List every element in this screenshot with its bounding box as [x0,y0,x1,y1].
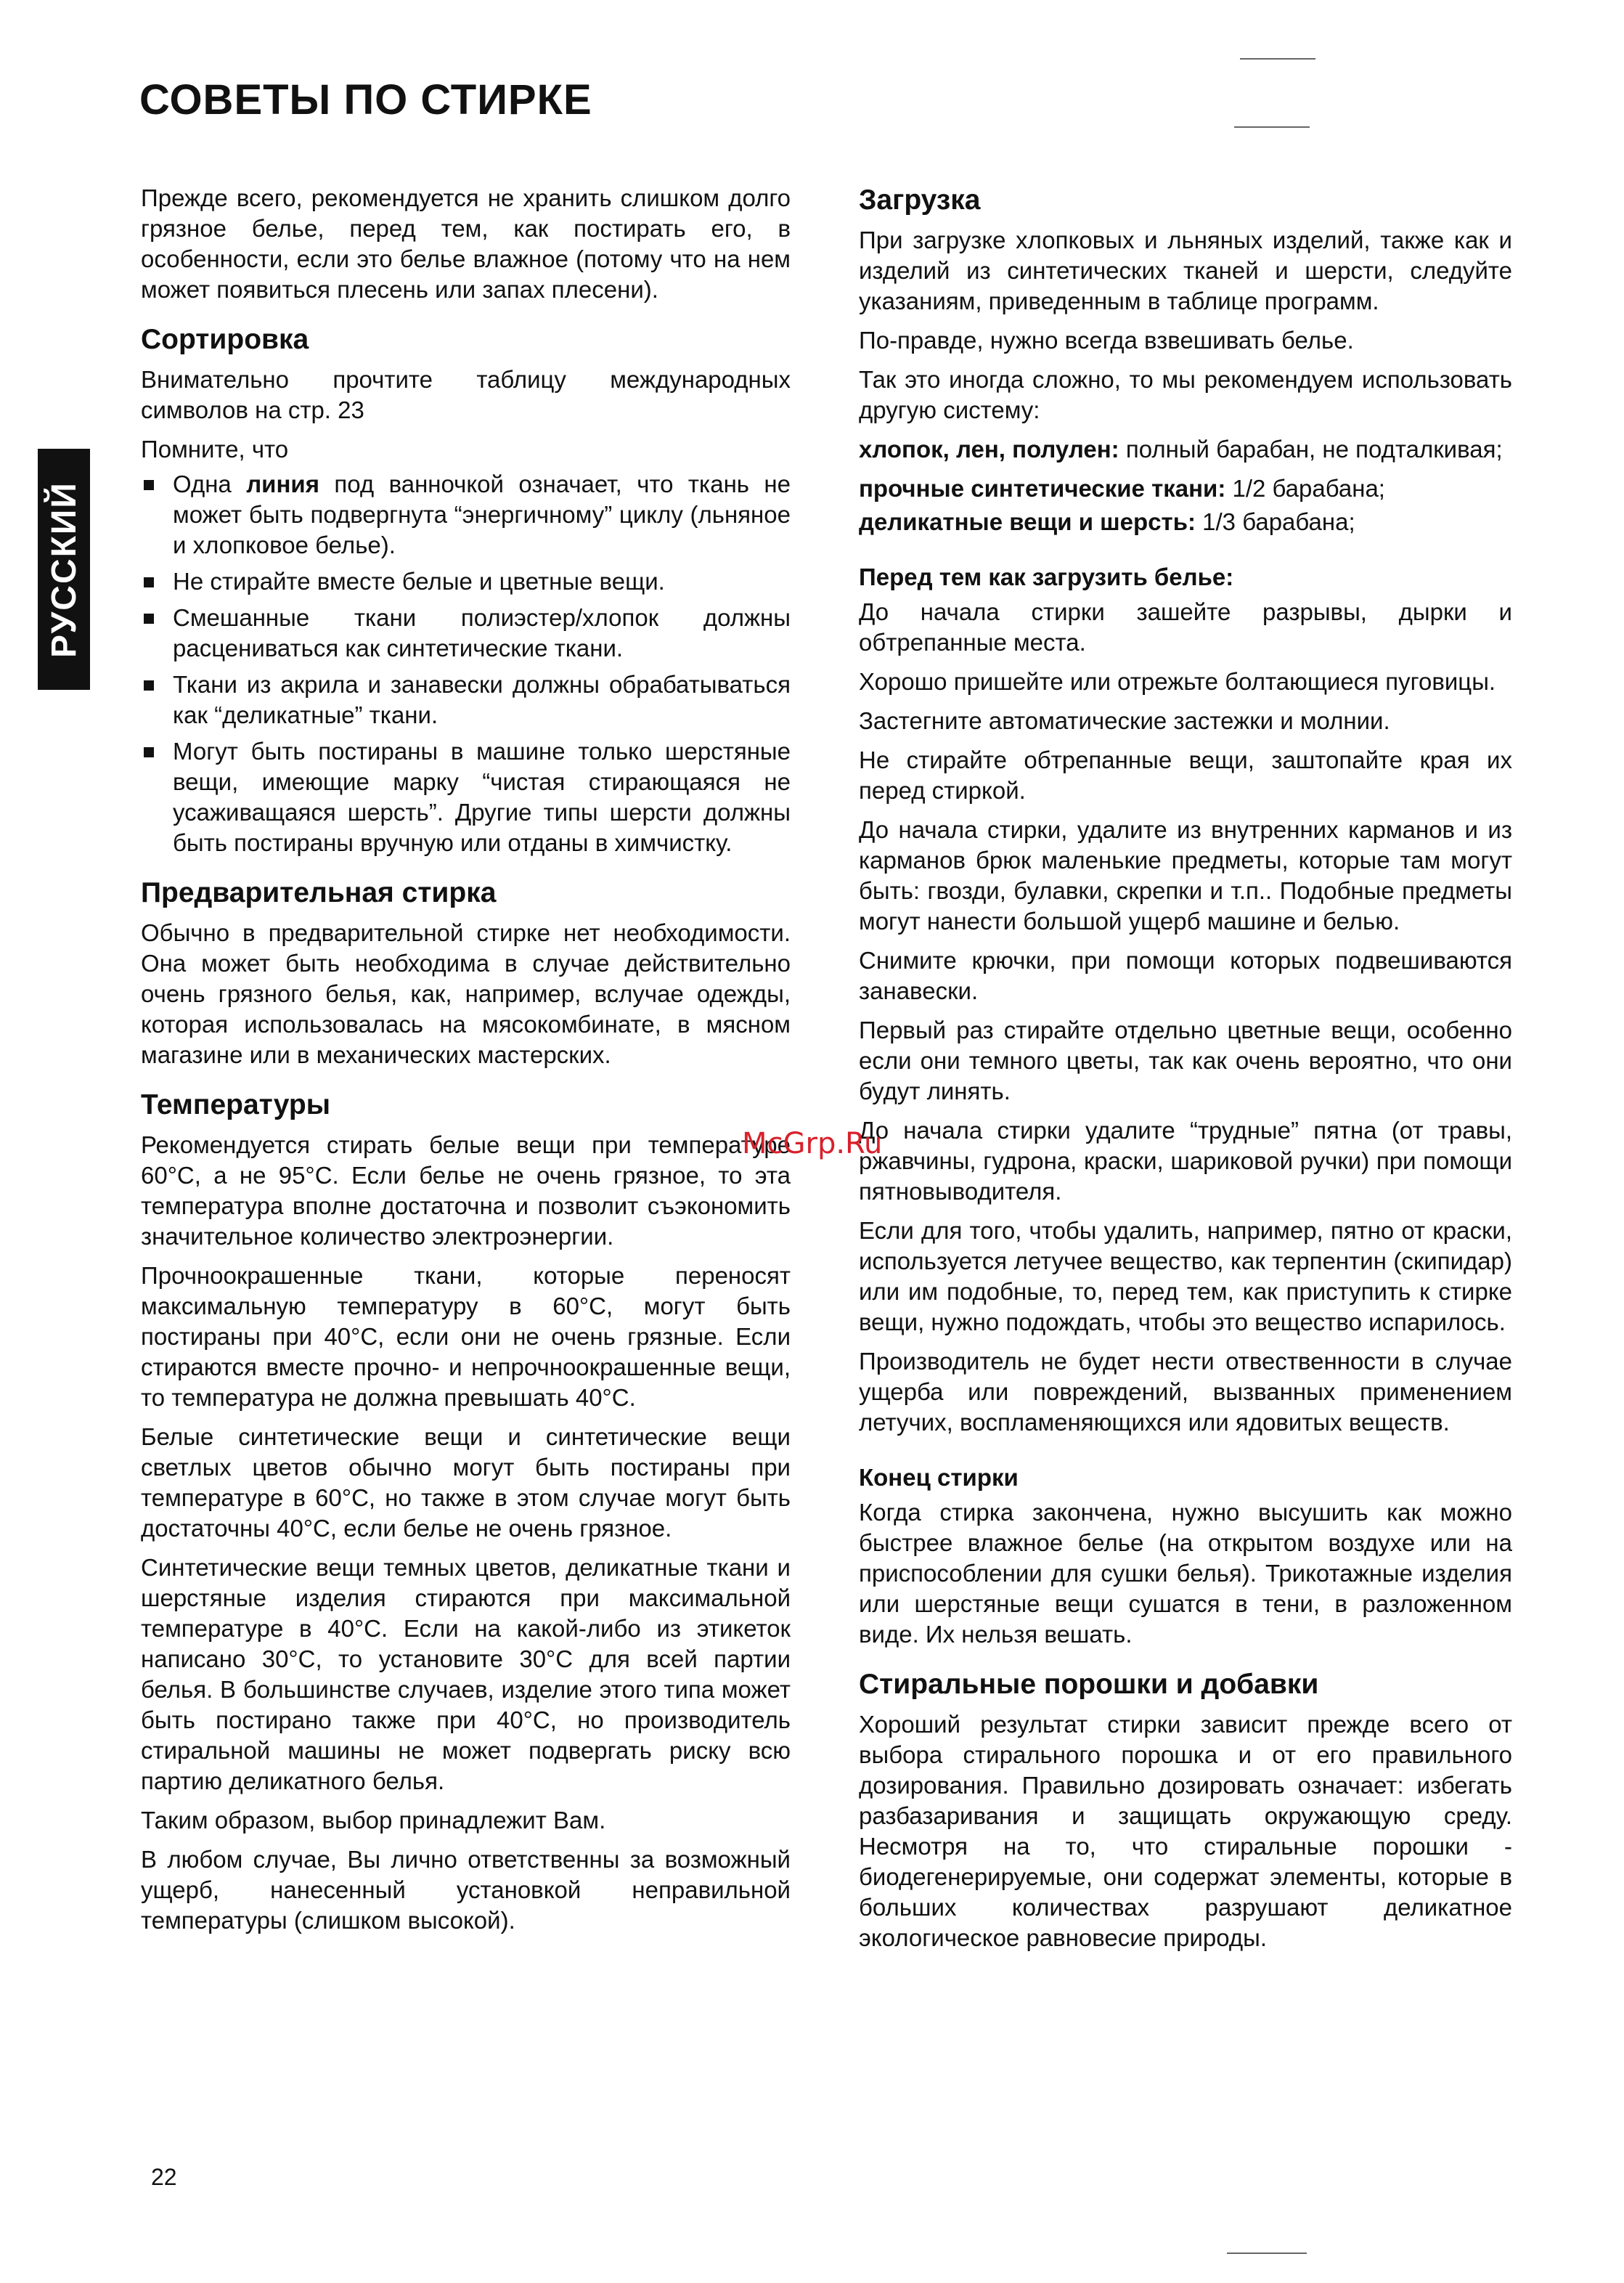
before-loading-paragraph: Не стирайте обтрепанные вещи, заштопайте края их перед стиркой. [859,746,1512,804]
sorting-paragraph: Внимательно прочтите таблицу международных символов на стр. 23 [141,366,791,423]
temperature-paragraph: Таким образом, выбор принадлежит Вам. [141,1807,606,1834]
section-heading-temperatures: Температуры [141,1089,331,1120]
right-column [859,183,1512,1962]
before-loading-paragraph: Снимите крючки, при помощи которых подвешиваются занавески. [859,947,1512,1004]
end-of-wash-paragraph: Когда стирка закончена, нужно высушить как можно быстрее влажное белье (на открытом воздухе или на приспособлении для сушки белья). Трикотажные изделия или шерстяные вещи сушатся в тени, в разложенном виде. Их нельзя вешать. [859,1499,1512,1648]
section-heading-prewash: Предварительная стирка [141,877,497,908]
prewash-paragraph: Обычно в предварительной стирке нет необходимости. Она может быть необходима в случае действительно очень грязного белья, как, например, вслучае одежды, которая использовалась на мясокомбинате, в мясном магазине или в механических мастерских. [141,919,791,1068]
decorative-rule [1240,58,1315,60]
before-loading-paragraph: Хорошо пришейте или отрежьте болтающиеся пуговицы. [859,668,1496,695]
sorting-list [141,469,791,858]
section-heading-sorting: Сортировка [141,324,309,355]
detergents-paragraph: Хороший результат стирки зависит прежде всего от выбора стирального порошка и от его правильного дозирования. Правильно дозировать означает: избегать разбазаривания и защищать окружающую среду. Несмотря на то, что стиральные порошки - биодегенерируемые, они содержат элементы, которые в больших количествах разрушают деликатное экологическое равновесие природы. [859,1711,1512,1951]
load-rule-label: прочные синтетические ткани: [859,475,1226,502]
before-loading-paragraph: До начала стирки, удалите из внутренних карманов и из карманов брюк маленькие предметы, которые там могут быть: гвозди, булавки, скрепки и т.п.. Подобные предметы могут нанести большой ущерб машине и белью. [859,816,1512,935]
before-loading-paragraph: Производитель не будет нести отвественности в случае ущерба или повреждений, вызванных применением летучих, воспламеняющихся или ядовитых веществ. [859,1348,1512,1436]
load-rule-text: 1/3 барабана; [1195,508,1355,535]
page-title: СОВЕТЫ ПО СТИРКЕ [139,76,592,123]
load-rule-synthetics [859,473,1512,504]
loading-paragraph: По-правде, нужно всегда взвешивать белье. [859,327,1354,354]
language-label: РУССКИЙ [44,481,83,658]
decorative-rule [1234,126,1310,128]
intro-paragraph: Прежде всего, рекомендуется не хранить слишком долго грязное белье, перед тем, как постирать его, в особенности, если это белье влажное (потому что на нем может появиться плесень или запах плесени). [141,184,791,303]
load-rule-text: 1/2 барабана; [1225,475,1385,502]
section-heading-end-of-wash: Конец стирки [859,1464,1019,1491]
page-number: 22 [151,2164,177,2190]
language-side-tab [38,449,90,690]
before-loading-paragraph: Застегните автоматические застежки и молнии. [859,707,1390,734]
load-rule-cotton [859,434,1512,465]
sorting-paragraph: Помните, что [141,436,289,463]
list-item-text: под ванночкой означает, что ткань не может быть подвергнута “энергичному” циклу (льняное и хлопковое белье). [173,471,791,558]
decorative-rule [1227,2253,1307,2254]
load-rule-delicates [859,507,1512,537]
temperature-paragraph: Синтетические вещи темных цветов, деликатные ткани и шерстяные изделия стираются при максимальной температуре в 40°C. Если на какой-либо из этикеток написано 30°C, то установите 30°C для всей партии белья. В большинстве случаев, изделие этого типа может быть постирано также при 40°C, но производитель стиральной машины не может подвергать риску всю партию деликатного белья. [141,1554,791,1794]
loading-paragraph: При загрузке хлопковых и льняных изделий, также как и изделий из синтетических тканей и шерсти, следуйте указаниям, приведенным в таблице программ. [859,227,1512,314]
watermark-link[interactable]: McGrp.Ru [742,1127,883,1160]
section-heading-detergents: Стиральные порошки и добавки [859,1669,1319,1700]
loading-paragraph: Так это иногда сложно, то мы рекомендуем использовать другую систему: [859,366,1512,423]
temperature-paragraph: В любом случае, Вы лично ответственны за возможный ущерб, нанесенный установкой неправильной температуры (слишком высокой). [141,1846,791,1934]
list-item: Смешанные ткани полиэстер/хлопок должны расцениваться как синтетические ткани. [141,603,791,664]
section-heading-loading: Загрузка [859,184,981,216]
temperature-paragraph: Прочноокрашенные ткани, которые переносят максимальную температуру в 60°C, могут быть постираны при 40°C, если они не очень грязные. Если стираются вместе прочно- и непрочноокрашенные вещи, то температура не должна превышать 40°C. [141,1262,791,1411]
list-item: Не стирайте вместе белые и цветные вещи. [141,566,791,597]
list-item: Ткани из акрила и занавески должны обрабатываться как “деликатные” ткани. [141,670,791,731]
load-rule-label: хлопок, лен, полулен: [859,436,1119,463]
section-heading-before-loading: Перед тем как загрузить белье: [859,563,1234,590]
temperature-paragraph: Белые синтетические вещи и синтетические вещи светлых цветов обычно могут быть постираны при температуре в 60°C, но также в этом случае могут быть достаточны 40°C, если белье не очень грязное. [141,1423,791,1542]
load-rule-label: деликатные вещи и шерсть: [859,508,1196,535]
list-item: Могут быть постираны в машине только шерстяные вещи, имеющие марку “чистая стирающаяся не усаживащаяся шерсть”. Другие типы шерсти должны быть постираны вручную или отданы в химчистку. [141,736,791,858]
temperature-paragraph: Рекомендуется стирать белые вещи при температуре 60°C, а не 95°C. Если белье не очень грязное, то эта температура вполне достаточна и позволит съэкономить значительное количество электроэнергии. [141,1131,791,1250]
load-rule-text: полный барабан, не подталкивая; [1119,436,1503,463]
list-item-bold: линия [246,471,319,497]
before-loading-paragraph: Первый раз стирайте отдельно цветные вещи, особенно если они темного цветы, так как очень вероятно, что они будут линять. [859,1017,1512,1104]
list-item-text: Одна [173,471,247,497]
list-item [141,469,791,561]
before-loading-paragraph: До начала стирки зашейте разрывы, дырки и обтрепанные места. [859,598,1512,656]
before-loading-paragraph: Если для того, чтобы удалить, например, пятно от краски, используется летучее вещество, как терпентин (скипидар) или им подобные, то, перед тем, как приступить к стирке вещи, нужно подождать, чтобы это вещество испарилось. [859,1217,1512,1335]
left-column [141,183,791,1945]
before-loading-paragraph: До начала стирки удалите “трудные” пятна (от травы, ржавчины, гудрона, краски, шариковой ручки) при помощи пятновыводителя. [859,1117,1512,1205]
